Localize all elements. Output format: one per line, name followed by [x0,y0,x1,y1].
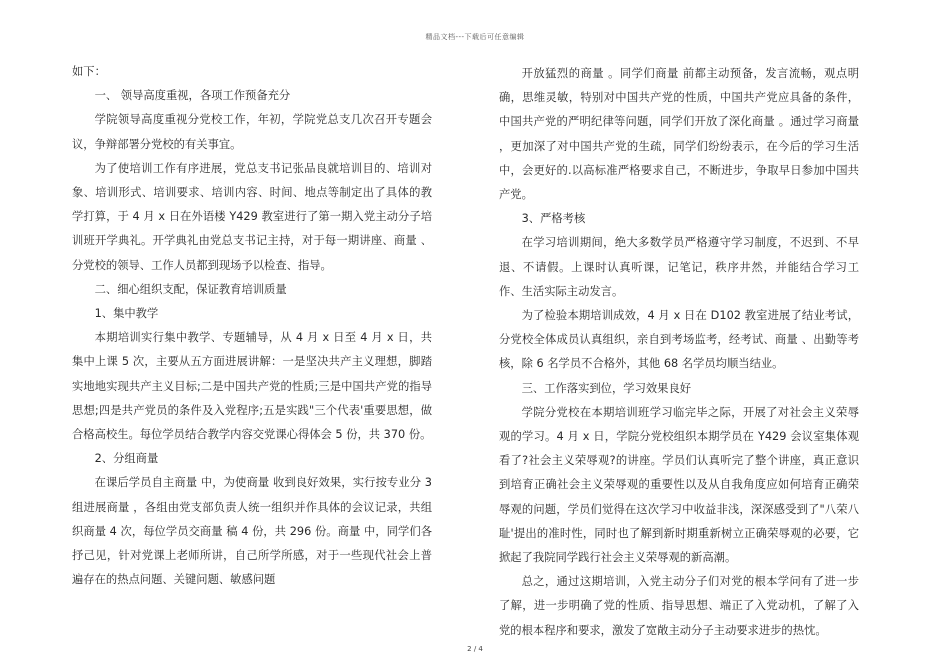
section-heading-1: 一、 领导高度重视，各项工作预备充分 [94,89,291,103]
page-header: 精品文档---下载后可任意编辑 [425,33,525,41]
paragraph: 学院领导高度重视分党校工作，年初，学院党总支几次召开专题会议，争辩部署分党校的有关事宜。 [72,113,432,151]
paragraph: 在课后学员自主商量 中，为使商量 收到良好效果，实行按专业分 3 组进展商量 ，各组由党支部负责人统一组织并作具体的会议记录，共组织商量 4 次，每位学员交商量 稿 4 份，共 296 份。商量 中，同学们各抒己见，针对党课上老师所讲，自己所学所感，对于一些现代社会上普遍存在的热点问题、关键问题、敏感问题 [72,476,432,587]
paragraph: 为了使培训工作有序进展，党总支书记张品良就培训目的、培训对象、培训形式、培训要求、培训内容、时间、地点等制定出了具体的教学打算，于 4 月 x 日在外语楼 Y429 教室进行了第一期入党主动分子培训班开学典礼。开学典礼由党总支书记主持，对于每一期讲座、商量 、分党校的领导、工作人员都到现场予以检查、指导。 [72,161,432,272]
right-column [499,62,859,643]
paragraph: 为了检验本期培训成效，4 月 x 日在 D102 教室进展了结业考试，分党校全体成员认真组织，亲自到考场监考，经考试、商量 、出勤等考核，除 6 名学员不合格外，其他 68 名学员均顺当结业。 [499,309,859,371]
paragraph: 总之，通过这期培训，入党主动分子们对党的根本学问有了进一步了解，进一步明确了党的性质、指导思想、端正了入党动机，了解了入党的根本程序和要求，激发了宽敞主动分子主动要求进步的热忱。 [499,575,859,637]
paragraph: 学院分党校在本期培训班学习临完毕之际，开展了对社会主义荣辱观的学习。4 月 x 日，学院分党校组织本期学员在 Y429 会议室集体观看了?社会主义荣辱观?的讲座。学员们认真听完了整个讲座，真正意识到培育正确社会主义荣辱观的重要性以及从自我角度应如何培育正确荣辱观的问题，学员们觉得在这次学习中收益非浅，深深感受到了"八荣八耻'提出的准时性，同时也了解到新时期重新树立正确荣辱观的必要，它掀起了我院同学践行社会主义荣辱观的新高潮。 [499,405,859,565]
page-number: 2 / 4 [467,645,483,653]
subheading-2: 2、分组商量 [94,452,159,466]
paragraph: 本期培训实行集中教学、专题辅导，从 4 月 x 日至 4 月 x 日，共集中上课 5 次，主要从五方面进展讲解：一是坚决共产主义理想，脚踏实地地实现共产主义目标;二是中国共产党的性质;三是中国共产党的指导思想;四是共产党员的条件及入党程序;五是实践"三个代表'重要思想，做合格高校生。每位学员结合教学内容交党课心得体会 5 份，共 370 份。 [72,331,432,442]
subheading-1: 1、集中教学 [94,307,159,321]
paragraph: 开放猛烈的商量 。同学们商量 前都主动预备，发言流畅，观点明确，思维灵敏，特别对中国共产党的性质，中国共产党应具备的条件，中国共产党的严明纪律等问题，同学们开放了深化商量 。通过学习商量 ，更加深了对中国共产党的生疏，同学们纷纷表示，在今后的学习生活中，会更好的.以高标准严格要求自己，不断进步，争取早日参加中国共产党。 [499,67,859,202]
subheading-3: 3、严格考核 [521,212,586,226]
section-heading-2: 二、细心组织支配，保证教育培训质量 [94,282,287,296]
paragraph: 在学习培训期间，绝大多数学员严格遵守学习制度，不迟到、不早退、不请假。上课时认真听课，记笔记，秩序井然，并能结合学习工作、生活实际主动发言。 [499,236,859,298]
intro-line: 如下： [72,65,106,78]
section-heading-3: 三、工作落实到位，学习效果良好 [521,381,692,395]
left-column [72,60,432,592]
